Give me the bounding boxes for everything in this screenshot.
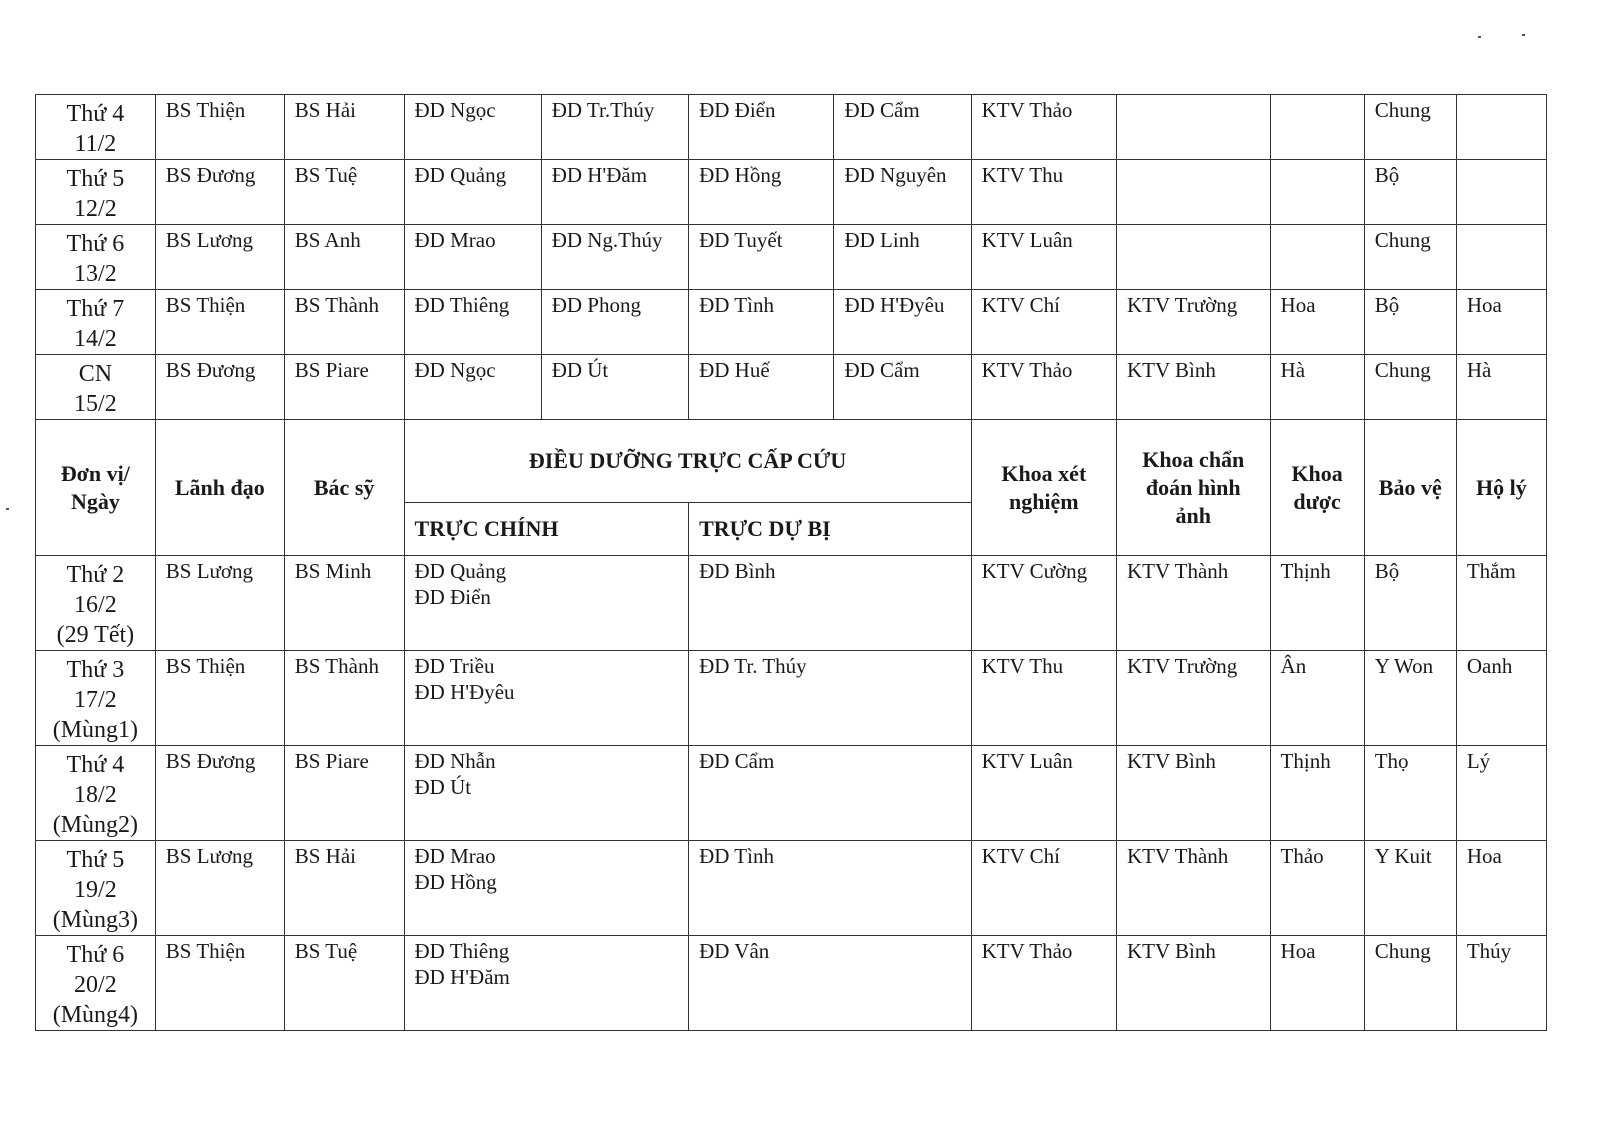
header-row [36, 420, 1547, 503]
header-main-duty: TRỰC CHÍNH [404, 503, 689, 556]
imaging-cell [1116, 160, 1270, 225]
guard-cell: Chung [1364, 95, 1456, 160]
orderly-cell: Oanh [1456, 651, 1546, 746]
day-cell: Thứ 4 18/2 (Mùng2) [36, 746, 156, 841]
scan-speck [1478, 36, 1481, 38]
day-cell: Thứ 6 20/2 (Mùng4) [36, 936, 156, 1031]
pharmacy-cell: Hoa [1270, 936, 1364, 1031]
doctor-cell: BS Piare [284, 355, 404, 420]
reserve-duty-cell: ĐD Bình [689, 556, 972, 651]
orderly-cell: Hoa [1456, 841, 1546, 936]
doctor-cell: BS Tuệ [284, 936, 404, 1031]
leader-cell: BS Lương [155, 841, 284, 936]
table-row [36, 746, 1547, 841]
nurse-cell: ĐD Ng.Thúy [541, 225, 688, 290]
duty-roster-table [35, 94, 1547, 1031]
imaging-cell: KTV Trường [1116, 290, 1270, 355]
nurse-cell: ĐD H'Đăm [541, 160, 688, 225]
table-row [36, 936, 1547, 1031]
orderly-cell: Lý [1456, 746, 1546, 841]
pharmacy-cell: Thảo [1270, 841, 1364, 936]
leader-cell: BS Đương [155, 355, 284, 420]
nurse-cell: ĐD H'Đyêu [834, 290, 971, 355]
main-duty-cell: ĐD Triều ĐD H'Đyêu [404, 651, 689, 746]
orderly-cell: Hoa [1456, 290, 1546, 355]
nurse-cell: ĐD Hồng [689, 160, 834, 225]
doctor-cell: BS Tuệ [284, 160, 404, 225]
nurse-cell: ĐD Tr.Thúy [541, 95, 688, 160]
lab-cell: KTV Thảo [971, 95, 1116, 160]
lab-cell: KTV Thảo [971, 355, 1116, 420]
header-orderly: Hộ lý [1456, 420, 1546, 556]
leader-cell: BS Thiện [155, 936, 284, 1031]
imaging-cell: KTV Thành [1116, 556, 1270, 651]
reserve-duty-cell: ĐD Vân [689, 936, 972, 1031]
orderly-cell: Hà [1456, 355, 1546, 420]
lab-cell: KTV Luân [971, 225, 1116, 290]
leader-cell: BS Thiện [155, 95, 284, 160]
day-cell: Thứ 2 16/2 (29 Tết) [36, 556, 156, 651]
doctor-cell: BS Anh [284, 225, 404, 290]
imaging-cell [1116, 95, 1270, 160]
leader-cell: BS Đương [155, 746, 284, 841]
header-doctor: Bác sỹ [284, 420, 404, 556]
guard-cell: Bộ [1364, 290, 1456, 355]
imaging-cell [1116, 225, 1270, 290]
imaging-cell: KTV Bình [1116, 936, 1270, 1031]
guard-cell: Y Won [1364, 651, 1456, 746]
lab-cell: KTV Thảo [971, 936, 1116, 1031]
main-duty-cell: ĐD Nhẫn ĐD Út [404, 746, 689, 841]
doctor-cell: BS Hải [284, 95, 404, 160]
imaging-cell: KTV Bình [1116, 746, 1270, 841]
lab-cell: KTV Thu [971, 651, 1116, 746]
main-duty-cell: ĐD Mrao ĐD Hồng [404, 841, 689, 936]
leader-cell: BS Lương [155, 225, 284, 290]
scan-speck [1522, 34, 1525, 36]
reserve-duty-cell: ĐD Cẩm [689, 746, 972, 841]
nurse-cell: ĐD Cẩm [834, 95, 971, 160]
guard-cell: Chung [1364, 936, 1456, 1031]
nurse-cell: ĐD Tuyết [689, 225, 834, 290]
guard-cell: Y Kuit [1364, 841, 1456, 936]
nurse-cell: ĐD Nguyên [834, 160, 971, 225]
scan-speck [6, 508, 9, 510]
header-leader: Lãnh đạo [155, 420, 284, 556]
main-duty-cell: ĐD Quảng ĐD Điển [404, 556, 689, 651]
guard-cell: Bộ [1364, 556, 1456, 651]
header-imaging: Khoa chẩn đoán hình ảnh [1116, 420, 1270, 556]
doctor-cell: BS Thành [284, 651, 404, 746]
orderly-cell: Thúy [1456, 936, 1546, 1031]
pharmacy-cell [1270, 160, 1364, 225]
table-row [36, 225, 1547, 290]
table-row [36, 651, 1547, 746]
day-cell: CN 15/2 [36, 355, 156, 420]
day-cell: Thứ 7 14/2 [36, 290, 156, 355]
guard-cell: Thọ [1364, 746, 1456, 841]
leader-cell: BS Đương [155, 160, 284, 225]
orderly-cell: Thắm [1456, 556, 1546, 651]
guard-cell: Chung [1364, 355, 1456, 420]
header-guard: Bảo vệ [1364, 420, 1456, 556]
pharmacy-cell: Thịnh [1270, 556, 1364, 651]
nurse-cell: ĐD Tình [689, 290, 834, 355]
nurse-cell: ĐD Út [541, 355, 688, 420]
day-cell: Thứ 5 19/2 (Mùng3) [36, 841, 156, 936]
header-lab: Khoa xét nghiệm [971, 420, 1116, 556]
leader-cell: BS Thiện [155, 651, 284, 746]
pharmacy-cell [1270, 95, 1364, 160]
imaging-cell: KTV Thành [1116, 841, 1270, 936]
nurse-cell: ĐD Phong [541, 290, 688, 355]
orderly-cell [1456, 225, 1546, 290]
nurse-cell: ĐD Thiêng [404, 290, 541, 355]
table-row [36, 290, 1547, 355]
guard-cell: Bộ [1364, 160, 1456, 225]
pharmacy-cell: Hà [1270, 355, 1364, 420]
reserve-duty-cell: ĐD Tr. Thúy [689, 651, 972, 746]
table-row [36, 556, 1547, 651]
nurse-cell: ĐD Cẩm [834, 355, 971, 420]
nurse-cell: ĐD Linh [834, 225, 971, 290]
lab-cell: KTV Chí [971, 841, 1116, 936]
main-duty-cell: ĐD Thiêng ĐD H'Đăm [404, 936, 689, 1031]
nurse-cell: ĐD Điển [689, 95, 834, 160]
doctor-cell: BS Piare [284, 746, 404, 841]
pharmacy-cell: Ân [1270, 651, 1364, 746]
doctor-cell: BS Thành [284, 290, 404, 355]
nurse-cell: ĐD Quảng [404, 160, 541, 225]
lab-cell: KTV Luân [971, 746, 1116, 841]
pharmacy-cell: Hoa [1270, 290, 1364, 355]
pharmacy-cell [1270, 225, 1364, 290]
lab-cell: KTV Cường [971, 556, 1116, 651]
day-cell: Thứ 5 12/2 [36, 160, 156, 225]
day-cell: Thứ 4 11/2 [36, 95, 156, 160]
guard-cell: Chung [1364, 225, 1456, 290]
nurse-cell: ĐD Ngọc [404, 355, 541, 420]
imaging-cell: KTV Bình [1116, 355, 1270, 420]
lab-cell: KTV Chí [971, 290, 1116, 355]
header-pharmacy: Khoa dược [1270, 420, 1364, 556]
table-row [36, 841, 1547, 936]
pharmacy-cell: Thịnh [1270, 746, 1364, 841]
day-cell: Thứ 3 17/2 (Mùng1) [36, 651, 156, 746]
header-unit-day: Đơn vị/ Ngày [36, 420, 156, 556]
orderly-cell [1456, 160, 1546, 225]
nurse-cell: ĐD Huế [689, 355, 834, 420]
leader-cell: BS Lương [155, 556, 284, 651]
header-nursing: ĐIỀU DƯỠNG TRỰC CẤP CỨU [404, 420, 971, 503]
header-reserve-duty: TRỰC DỰ BỊ [689, 503, 972, 556]
imaging-cell: KTV Trường [1116, 651, 1270, 746]
table-row [36, 95, 1547, 160]
table-row [36, 355, 1547, 420]
orderly-cell [1456, 95, 1546, 160]
lab-cell: KTV Thu [971, 160, 1116, 225]
nurse-cell: ĐD Mrao [404, 225, 541, 290]
nurse-cell: ĐD Ngọc [404, 95, 541, 160]
doctor-cell: BS Minh [284, 556, 404, 651]
table-row [36, 160, 1547, 225]
day-cell: Thứ 6 13/2 [36, 225, 156, 290]
leader-cell: BS Thiện [155, 290, 284, 355]
doctor-cell: BS Hải [284, 841, 404, 936]
reserve-duty-cell: ĐD Tình [689, 841, 972, 936]
